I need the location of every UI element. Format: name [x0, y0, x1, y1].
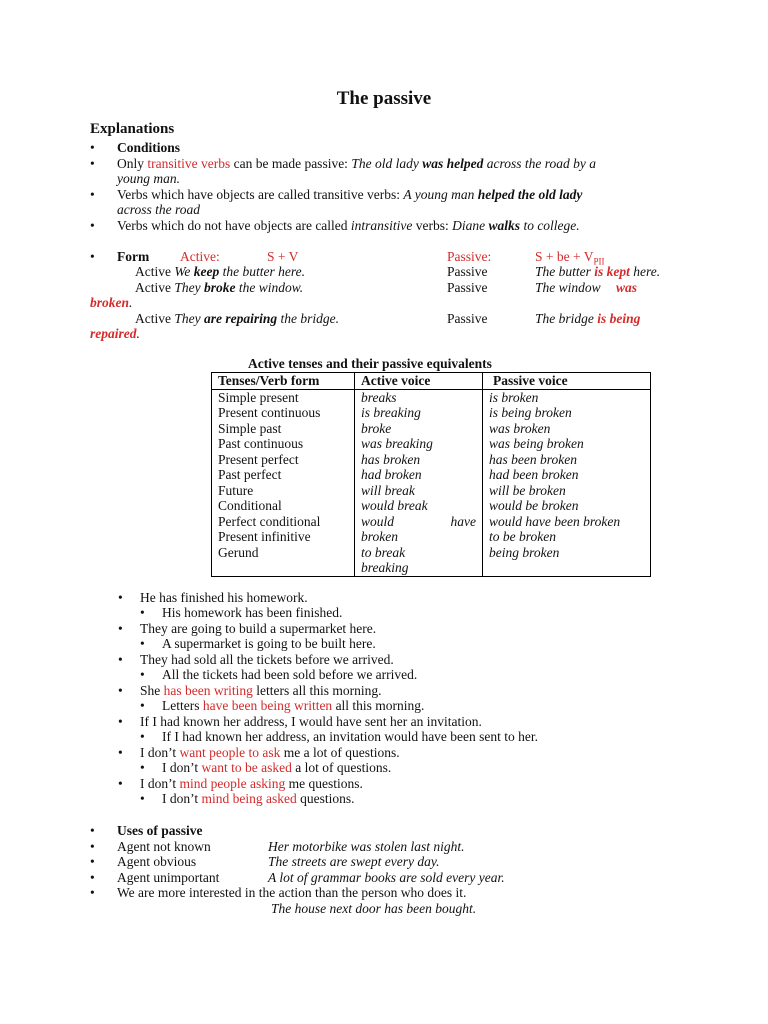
active-cell: will break: [361, 482, 415, 498]
bullet: •: [118, 652, 123, 667]
use-statement-example: The house next door has been bought.: [271, 901, 477, 916]
uses-label: Uses of passive: [117, 823, 203, 838]
form-active-label: Active:: [180, 249, 220, 264]
table-header-row: [212, 373, 651, 390]
form-label: Form: [117, 249, 150, 264]
active-cell: to break: [361, 544, 406, 560]
use-label: Agent not known: [117, 839, 211, 854]
tense-cell: Present infinitive: [218, 529, 311, 544]
bullet: •: [118, 776, 123, 791]
form-passive-example-1: The butter is kept here.: [535, 264, 661, 279]
bullet: •: [140, 605, 145, 620]
tense-cell: Past continuous: [218, 436, 304, 451]
example-sentence: She has been writing letters all this morning.: [140, 683, 382, 698]
active-cell: breaks: [361, 389, 397, 405]
example-sentence: I don’t mind people asking me questions.: [140, 776, 363, 791]
active-cell: has broken: [361, 451, 421, 467]
active-cell: breaking: [361, 560, 409, 575]
use-statement: We are more interested in the action than the person who does it.: [117, 885, 467, 900]
active-cell: is breaking: [361, 405, 421, 420]
active-cell: broken: [361, 529, 398, 544]
example-passive: I don’t want to be asked a lot of questions.: [162, 760, 392, 775]
tense-cell: Present perfect: [218, 451, 299, 467]
passive-cell: was broken: [489, 420, 551, 436]
example-sentence: They had sold all the tickets before we arrived.: [140, 652, 394, 667]
tense-cell: Future: [218, 482, 254, 498]
bullet: •: [140, 667, 145, 682]
bullet: •: [90, 823, 95, 838]
passive-cell: is being broken: [489, 405, 572, 420]
bullet: •: [118, 590, 123, 605]
bullet: •: [140, 636, 145, 651]
passive-cell: would be broken: [489, 498, 579, 513]
active-cell: would break: [361, 498, 428, 513]
use-example: Her motorbike was stolen last night.: [268, 839, 465, 854]
tense-cell: Simple present: [218, 389, 299, 405]
bullet: •: [90, 218, 95, 233]
form-passive-example-2-cont: broken.: [90, 295, 133, 310]
table-header-active: Active voice: [355, 373, 483, 390]
bullet: •: [90, 156, 95, 171]
tense-cell: Conditional: [218, 498, 282, 513]
tenses-column: [212, 389, 355, 576]
passive-cell: had been broken: [489, 467, 579, 482]
explanations-heading: Explanations: [90, 121, 175, 137]
bullet: •: [90, 140, 95, 155]
bullet: •: [118, 621, 123, 636]
use-label: Agent unimportant: [117, 870, 220, 885]
conditions-label: Conditions: [117, 140, 181, 155]
bullet: •: [90, 187, 95, 202]
passive-column: [483, 389, 651, 576]
form-active-example-1: Active We keep the butter here.: [135, 264, 305, 279]
example-passive: If I had known her address, an invitation would have been sent to her.: [162, 729, 539, 744]
tense-cell: Present continuous: [218, 405, 321, 420]
example-passive: His homework has been finished.: [162, 605, 343, 620]
passive-cell: is broken: [489, 389, 539, 405]
explanation-line-3: Verbs which do not have objects are called intransitive verbs: Diane walks to college.: [117, 218, 580, 233]
tense-cell: Perfect conditional: [218, 513, 321, 529]
form-passive-example-3: The bridge is being: [535, 311, 641, 326]
example-sentence: He has finished his homework.: [140, 590, 308, 605]
example-passive: All the tickets had been sold before we arrived.: [162, 667, 418, 682]
table-caption: Active tenses and their passive equivalents: [248, 356, 492, 371]
form-passive-word-2: Passive: [447, 280, 488, 295]
table-header-tense: Tenses/Verb form: [212, 373, 355, 390]
bullet: •: [118, 714, 123, 729]
explanation-line-1-cont: young man.: [117, 171, 180, 186]
form-active-example-3: Active They are repairing the bridge.: [135, 311, 340, 326]
active-cell: broke: [361, 420, 392, 436]
explanation-line-2-cont: across the road: [117, 202, 200, 217]
example-sentence: If I had known her address, I would have sent her an invitation.: [140, 714, 482, 729]
form-passive-example-3-cont: repaired.: [90, 326, 140, 341]
bullet: •: [140, 760, 145, 775]
tense-cell: Gerund: [218, 544, 259, 560]
bullet: •: [90, 854, 95, 869]
passive-cell: has been broken: [489, 451, 577, 467]
example-passive: I don’t mind being asked questions.: [162, 791, 355, 806]
form-active-example-2: Active They broke the window.: [135, 280, 304, 295]
use-label: Agent obvious: [117, 854, 197, 869]
tense-cell: Simple past: [218, 420, 282, 436]
passive-cell: would have been broken: [489, 513, 621, 529]
example-sentence: I don’t want people to ask me a lot of questions.: [140, 745, 400, 760]
bullet: •: [118, 745, 123, 760]
tense-cell: Past perfect: [218, 467, 282, 482]
table-row: [212, 389, 651, 576]
form-passive-formula: S + be + $V_{PII}$: [535, 249, 605, 267]
active-cell: had broken: [361, 467, 422, 482]
form-active-formula: S + V: [267, 249, 299, 264]
explanation-line-2: Verbs which have objects are called transitive verbs: A young man helped the old lady: [117, 187, 583, 202]
active-cell: was breaking: [361, 436, 433, 451]
active-cell-perfect-conditional: would have: [361, 513, 476, 529]
use-example: The streets are swept every day.: [268, 854, 440, 869]
page-title: The passive: [336, 88, 432, 109]
bullet: •: [90, 839, 95, 854]
form-passive-word-3: Passive: [447, 311, 488, 326]
passive-cell: being broken: [489, 544, 560, 560]
bullet: •: [90, 249, 95, 264]
tenses-table: [211, 372, 651, 577]
passive-cell: to be broken: [489, 529, 556, 544]
bullet: •: [140, 729, 145, 744]
form-passive-word-1: Passive: [447, 264, 488, 279]
form-passive-label: Passive:: [447, 249, 492, 264]
example-passive: Letters have been being written all this morning.: [162, 698, 425, 713]
bullet: •: [140, 791, 145, 806]
active-column: [355, 389, 483, 576]
use-example: A lot of grammar books are sold every year.: [268, 870, 505, 885]
table-header-passive: Passive voice: [483, 373, 651, 390]
explanation-line-1: Only transitive verbs can be made passive: The old lady was helped across the road by a: [117, 156, 596, 171]
passive-cell: was being broken: [489, 436, 584, 451]
bullet: •: [118, 683, 123, 698]
bullet: •: [90, 885, 95, 900]
example-passive: A supermarket is going to be built here.: [162, 636, 376, 651]
form-passive-example-2: The window was: [535, 280, 638, 295]
passive-cell: will be broken: [489, 482, 566, 498]
bullet: •: [140, 698, 145, 713]
example-sentence: They are going to build a supermarket here.: [140, 621, 377, 636]
bullet: •: [90, 870, 95, 885]
